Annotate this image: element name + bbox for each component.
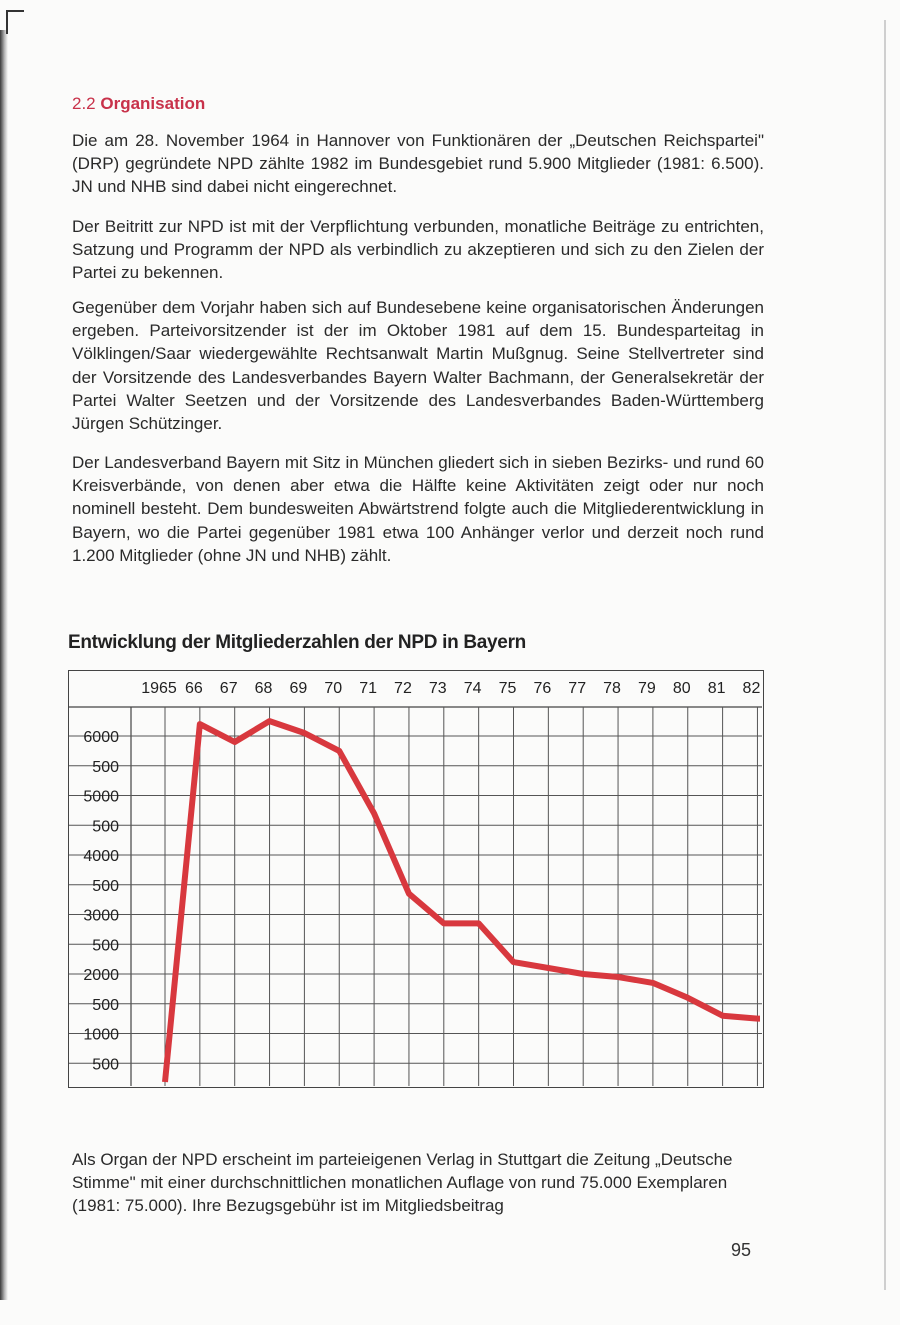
y-tick-label: 500 [92,937,119,955]
x-tick-label: 67 [219,680,238,697]
paragraph-newspaper: Als Organ der NPD erscheint im parteieigenen Verlag in Stuttgart die Zeitung „Deutsche Stimme" mit einer durchschnittlichen monatlichen Auflage von rund 75.000 Exemplaren (1981: 75.000). Ihre Bezugsgebühr ist im Mitgliedsbeitrag [72,1150,733,1216]
chart-title: Entwicklung der Mitgliederzahlen der NPD in Bayern [68,632,526,653]
x-tick-label: 81 [707,680,726,697]
y-tick-label: 500 [92,877,119,895]
x-tick-label: 75 [498,680,517,697]
x-tick-label: 71 [359,680,377,697]
paragraph-founding: Die am 28. November 1964 in Hannover von Funktionären der „Deutschen Reichspartei" (DRP) gegründete NPD zählte 1982 im Bundesgebiet rund 5.900 Mitglieder (1981: 6.500). JN und NHB sind dabei nicht eingerechnet. [72,131,764,197]
x-tick-label: 77 [568,680,587,697]
x-tick-label: 66 [184,680,203,697]
y-tick-label: 500 [92,818,119,836]
x-tick-label: 1965 [141,680,177,697]
section-title-text: Organisation [100,94,206,113]
x-tick-label: 73 [428,680,447,697]
x-tick-label: 79 [638,680,656,697]
paragraph-bavaria: Der Landesverband Bayern mit Sitz in München gliedert sich in sieben Bezirks- und rund 60 Kreisverbände, von denen aber etwa die Hälfte keine Aktivitäten zeigt oder nur noch nominell besteht. Dem bundesweiten Abwärtstrend folgte auch die Mitgliederentwicklung in Bayern, wo die Partei gegenüber 1981 etwa 100 Anhänger verlor und derzeit noch rund 1.200 Mitglieder (ohne JN und NHB) zählt. [72,453,764,565]
y-tick-label: 500 [92,758,119,776]
y-tick-label: 4000 [83,848,119,865]
y-tick-label: 2000 [83,967,119,984]
x-tick-label: 80 [672,680,691,697]
series-line-mitglieder [165,721,760,1082]
paragraph-membership: Der Beitritt zur NPD ist mit der Verpflichtung verbunden, monatliche Beiträge zu entrichten, Satzung und Programm der NPD als verbindlich zu akzeptieren und sich zu den Zielen der Partei zu bekennen. [72,217,764,283]
membership-chart [68,670,764,1088]
x-tick-label: 82 [742,680,761,697]
x-tick-label: 72 [394,680,412,697]
x-tick-label: 74 [463,680,482,697]
y-tick-label: 6000 [83,729,119,746]
y-tick-label: 1000 [83,1026,119,1044]
chart-svg [69,671,762,1086]
section-heading [72,94,205,114]
x-tick-label: 69 [289,680,308,697]
x-tick-label: 70 [324,680,343,697]
page-number: 95 [731,1240,752,1260]
y-tick-label: 5000 [83,788,119,806]
x-tick-label: 78 [603,680,621,697]
section-number: 2.2 [72,94,96,113]
x-tick-label: 68 [254,680,273,697]
y-tick-label: 3000 [83,907,119,925]
paragraph-leadership: Gegenüber dem Vorjahr haben sich auf Bundesebene keine organisatorischen Änderungen ergeben. Parteivorsitzender ist der im Oktober 1981 auf dem 15. Bundesparteitag in Völklingen/Saar wiedergewählte Rechtsanwalt Martin Mußgnug. Seine Stellvertreter sind der Vorsitzende des Landesverbandes Bayern Walter Bachmann, der Generalsekretär der Partei Walter Seetzen und der Vorsitzende des Landesverbandes Baden-Württemberg Jürgen Schützinger. [72,298,764,434]
y-tick-label: 500 [92,1056,119,1074]
page-right-edge [884,20,886,1290]
x-tick-label: 76 [533,680,552,697]
page-binding-edge [0,30,8,1300]
crop-mark [6,10,24,34]
y-tick-label: 500 [92,996,119,1014]
